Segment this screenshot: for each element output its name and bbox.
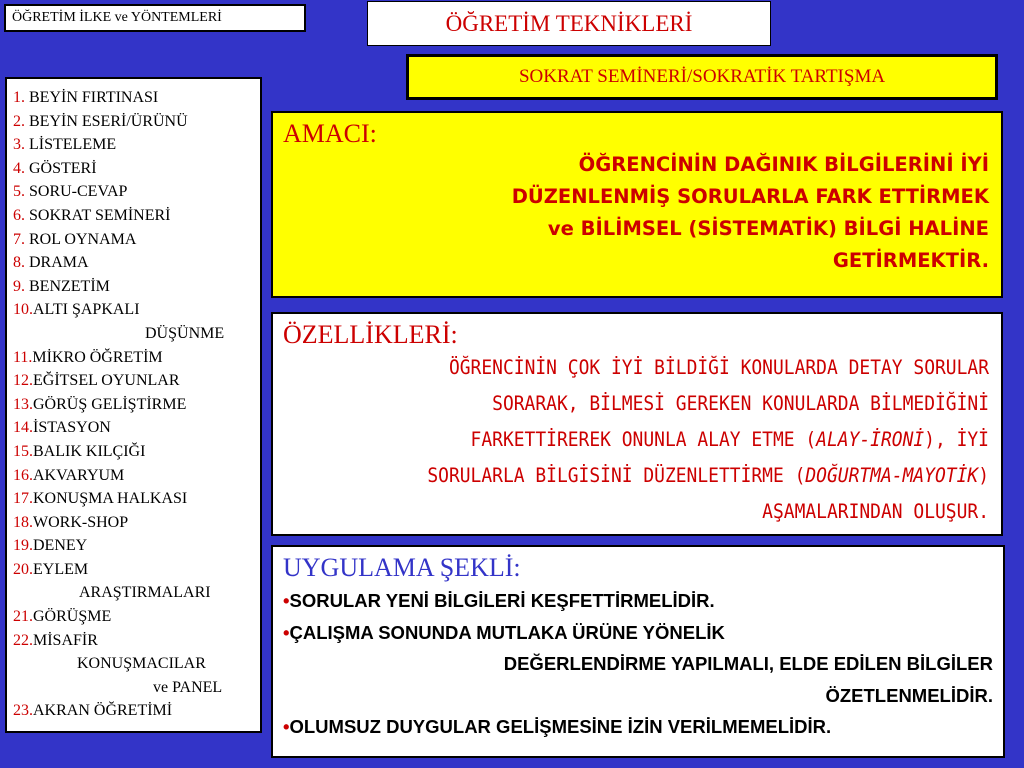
technique-label: SORU-CEVAP	[25, 183, 128, 201]
technique-label: GÖSTERİ	[25, 159, 97, 177]
purpose-box	[271, 111, 1003, 298]
technique-number: 5.	[13, 183, 25, 201]
technique-number: 13.	[13, 395, 33, 413]
technique-number: 4.	[13, 159, 25, 177]
technique-item	[13, 699, 260, 723]
technique-item	[13, 346, 260, 370]
bullet-icon: •	[283, 590, 290, 611]
technique-number: 21.	[13, 608, 33, 626]
technique-item	[13, 464, 260, 488]
technique-label: MİKRO ÖĞRETİM	[32, 348, 163, 366]
technique-item	[13, 440, 260, 464]
features-line-part: FARKETTİREREK ONUNLA ALAY ETME (	[470, 428, 817, 451]
application-bullet	[283, 617, 993, 649]
features-text	[339, 350, 989, 530]
technique-number: 23.	[13, 702, 33, 720]
slide-title: ÖĞRETİM TEKNİKLERİ	[367, 1, 771, 46]
features-line: ÖĞRENCİNİN ÇOK İYİ BİLDİĞİ KONULARDA DETAY SORULAR	[448, 356, 990, 379]
technique-item	[13, 204, 260, 228]
technique-item	[13, 157, 260, 181]
technique-item	[13, 605, 260, 629]
technique-item	[13, 511, 260, 535]
technique-item	[13, 133, 260, 157]
technique-label: EĞİTSEL OYUNLAR	[33, 372, 180, 390]
technique-number: 12.	[13, 372, 33, 390]
technique-item	[13, 298, 260, 345]
technique-number: 3.	[13, 136, 25, 154]
technique-label: AKRAN ÖĞRETİMİ	[33, 702, 173, 720]
technique-label: ROL OYNAMA	[25, 230, 137, 248]
technique-label-continuation: DÜŞÜNME	[145, 324, 225, 342]
technique-item	[13, 110, 260, 134]
technique-label: BEYİN ESERİ/ÜRÜNÜ	[25, 112, 188, 130]
irony-term: ALAY-İRONİ	[816, 428, 925, 451]
technique-item	[13, 393, 260, 417]
technique-number: 10.	[13, 301, 33, 319]
technique-number: 1.	[13, 89, 25, 106]
technique-label-continuation: KONUŞMACILAR	[77, 655, 206, 673]
features-line	[339, 458, 989, 494]
technique-number: 16.	[13, 466, 33, 484]
technique-label: GÖRÜŞ GELİŞTİRME	[33, 395, 187, 413]
technique-label: ALTI ŞAPKALI	[33, 301, 140, 319]
technique-item	[13, 487, 260, 511]
purpose-line: GETİRMEKTİR.	[832, 249, 989, 272]
technique-item	[13, 86, 260, 110]
technique-item	[13, 416, 260, 440]
bullet-continuation: ÖZETLENMELİDİR.	[825, 684, 993, 706]
purpose-line: ÖĞRENCİNİN DAĞINIK BİLGİLERİNİ İYİ	[578, 153, 989, 176]
technique-number: 22.	[13, 631, 33, 649]
technique-label: MİSAFİR	[33, 631, 98, 649]
maieutic-term: DOĞURTMA-MAYOTİK	[805, 464, 979, 487]
technique-number: 6.	[13, 206, 25, 224]
bullet-text: SORULAR YENİ BİLGİLERİ KEŞFETTİRMELİDİR.	[289, 590, 715, 611]
technique-label: BEYİN FIRTINASI	[25, 89, 159, 106]
features-line-part: )	[978, 464, 989, 487]
purpose-heading: AMACI:	[283, 119, 377, 148]
bullet-text: OLUMSUZ DUYGULAR GELİŞMESİNE İZİN VERİLMEMELİDİR.	[289, 716, 832, 737]
technique-number: 7.	[13, 230, 25, 248]
technique-number: 18.	[13, 513, 33, 531]
features-line	[339, 422, 989, 458]
technique-label: SOKRAT SEMİNERİ	[25, 206, 171, 224]
technique-number: 14.	[13, 419, 33, 437]
features-heading: ÖZELLİKLERİ:	[283, 320, 458, 349]
technique-number: 17.	[13, 490, 33, 508]
technique-item	[13, 180, 260, 204]
technique-label: WORK-SHOP	[33, 513, 129, 531]
technique-label: DENEY	[33, 537, 88, 555]
technique-item	[13, 534, 260, 558]
technique-item	[13, 629, 260, 700]
application-box	[271, 545, 1005, 758]
bullet-icon: •	[283, 621, 290, 643]
application-bullet	[283, 585, 993, 617]
technique-number: 15.	[13, 442, 33, 460]
technique-label: İSTASYON	[33, 419, 111, 437]
features-line-part: ), İYİ	[924, 428, 989, 451]
technique-label-continuation: ve PANEL	[153, 678, 223, 696]
technique-number: 19.	[13, 537, 33, 555]
features-line: AŞAMALARINDAN OLUŞUR.	[762, 500, 989, 523]
technique-label: KONUŞMA HALKASI	[33, 490, 188, 508]
technique-item	[13, 228, 260, 252]
technique-number: 8.	[13, 254, 25, 272]
application-bullet	[283, 711, 993, 743]
technique-label: BENZETİM	[25, 277, 110, 295]
technique-number: 2.	[13, 112, 25, 130]
purpose-line: DÜZENLENMİŞ SORULARLA FARK ETTİRMEK	[511, 185, 989, 208]
technique-list	[5, 77, 262, 733]
technique-label: LİSTELEME	[25, 136, 117, 154]
technique-item	[13, 275, 260, 299]
technique-label: GÖRÜŞME	[33, 608, 112, 626]
technique-label: BALIK KILÇIĞI	[33, 442, 146, 460]
technique-item	[13, 251, 260, 275]
technique-number: 9.	[13, 277, 25, 295]
technique-label: AKVARYUM	[33, 466, 125, 484]
technique-number: 20.	[13, 560, 33, 578]
technique-number: 11.	[13, 348, 33, 366]
bullet-text: ÇALIŞMA SONUNDA MUTLAKA ÜRÜNE YÖNELİK	[289, 621, 725, 643]
slide-subtitle: SOKRAT SEMİNERİ/SOKRATİK TARTIŞMA	[406, 54, 998, 100]
technique-item	[13, 558, 260, 605]
purpose-line: ve BİLİMSEL (SİSTEMATİK) BİLGİ HALİNE	[547, 217, 989, 240]
technique-item	[13, 369, 260, 393]
features-line: SORARAK, BİLMESİ GEREKEN KONULARDA BİLMEDİĞİNİ	[492, 392, 989, 415]
application-heading: UYGULAMA ŞEKLİ:	[283, 553, 521, 582]
features-box	[271, 312, 1003, 536]
section-tag: ÖĞRETİM İLKE ve YÖNTEMLERİ	[4, 4, 306, 32]
technique-label: EYLEM	[33, 560, 89, 578]
features-line-part: SORULARLA BİLGİSİNİ DÜZENLETTİRME (	[427, 464, 806, 487]
technique-label-continuation: ARAŞTIRMALARI	[79, 584, 211, 602]
technique-label: DRAMA	[25, 254, 89, 272]
bullet-icon: •	[283, 716, 290, 737]
purpose-text	[283, 149, 989, 277]
bullet-continuation: DEĞERLENDİRME YAPILMALI, ELDE EDİLEN BİLGİLER	[503, 653, 993, 674]
